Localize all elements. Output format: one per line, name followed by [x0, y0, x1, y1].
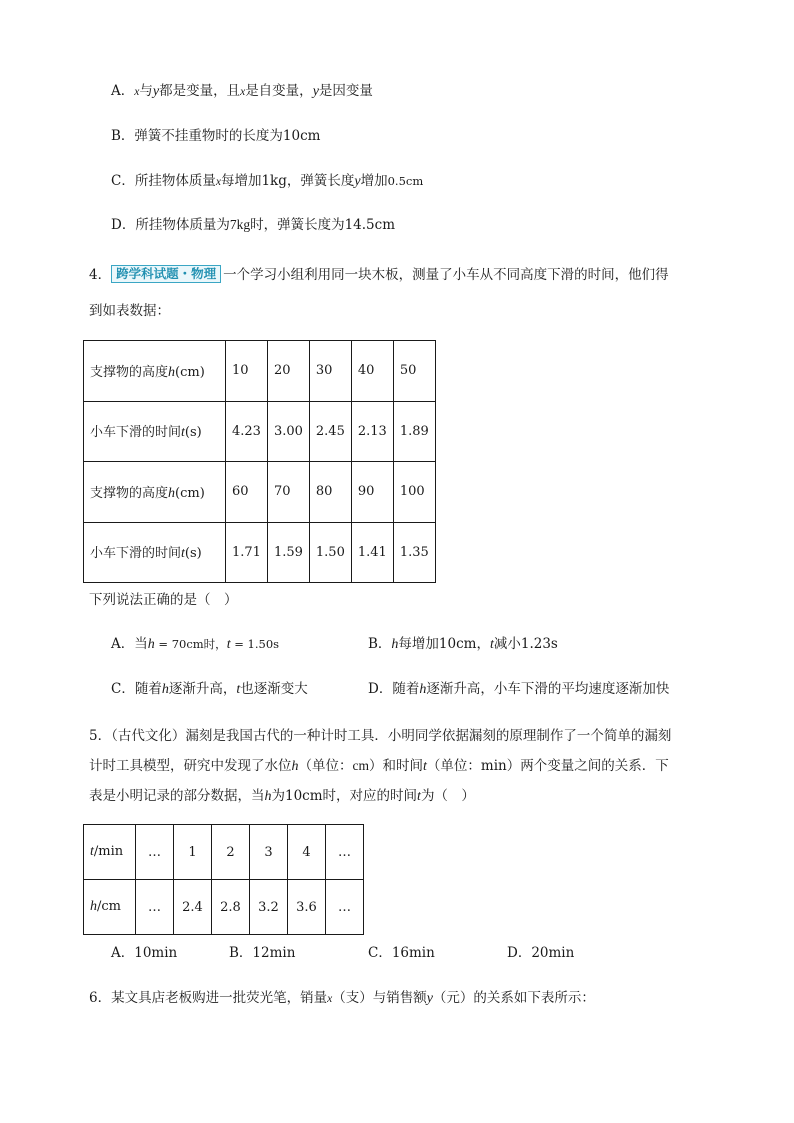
table-cell: 1.59 — [267, 522, 309, 583]
table-cell: 30 — [309, 341, 351, 402]
table-cell: 10 — [226, 341, 268, 402]
table-cell: 80 — [309, 462, 351, 523]
table-cell: 2.45 — [309, 401, 351, 462]
table-cell: 3.2 — [250, 880, 288, 935]
q5-option-a: A．10min — [111, 945, 178, 961]
q5-data-table — [83, 824, 364, 935]
table-cell: … — [136, 825, 174, 880]
table-cell: 2.8 — [212, 880, 250, 935]
q4-stem-line1: 4． 跨学科试题・物理 一个学习小组利用同一块木板，测量了小车从不同高度下滑的时间，他们得 — [89, 266, 669, 283]
table-cell: 50 — [393, 341, 435, 402]
table-row — [84, 462, 436, 523]
q5-stem-line3: 表是小明记录的部分数据，当h为10cm时，对应的时间t为（ ） — [89, 788, 475, 804]
table-cell: 3 — [250, 825, 288, 880]
table-cell: 4 — [288, 825, 326, 880]
table-cell: … — [326, 880, 364, 935]
q4-option-b: B．h每增加10cm，t减小1.23s — [368, 636, 558, 652]
q5-option-c: C．16min — [368, 945, 435, 961]
table-row — [84, 401, 436, 462]
table-cell: 2.13 — [351, 401, 393, 462]
table-row — [84, 825, 364, 880]
table-cell: 1.35 — [393, 522, 435, 583]
table-cell: 1.89 — [393, 401, 435, 462]
table-cell: 2 — [212, 825, 250, 880]
table-cell: 1 — [174, 825, 212, 880]
table-row — [84, 341, 436, 402]
row-label-height: 支撑物的高度h(cm) — [84, 341, 226, 402]
table-cell: 1.71 — [226, 522, 268, 583]
table-row — [84, 522, 436, 583]
table-cell: 1.50 — [309, 522, 351, 583]
table-cell: 40 — [351, 341, 393, 402]
row-label-time: 小车下滑的时间t(s) — [84, 401, 226, 462]
table-cell: 4.23 — [226, 401, 268, 462]
q5-stem-line1: 5．（古代文化）漏刻是我国古代的一种计时工具．小明同学依据漏刻的原理制作了一个简单的漏刻 — [89, 728, 672, 744]
q3-option-d: D．所挂物体质量为7kg时，弹簧长度为14.5cm — [111, 217, 395, 233]
q4-option-c: C．随着h逐渐升高，t也逐渐变大 — [111, 681, 308, 697]
cross-subject-tag: 跨学科试题・物理 — [111, 265, 221, 283]
q4-stem-line2: 到如表数据： — [89, 303, 170, 319]
table-cell: … — [136, 880, 174, 935]
table-cell: 2.4 — [174, 880, 212, 935]
table-cell: 3.6 — [288, 880, 326, 935]
q5-stem-line2: 计时工具模型，研究中发现了水位h（单位：cm）和时间t（单位：min）两个变量之间的关系．下 — [89, 758, 669, 774]
table-cell: 1.41 — [351, 522, 393, 583]
q3-option-c: C．所挂物体质量x每增加1kg，弹簧长度y增加0.5cm — [111, 173, 424, 189]
q3-option-b: B．弹簧不挂重物时的长度为10cm — [111, 128, 321, 144]
q5-option-b: B．12min — [229, 945, 296, 961]
row-label-time: 小车下滑的时间t(s) — [84, 522, 226, 583]
q4-data-table — [83, 340, 436, 583]
q4-option-d: D．随着h逐渐升高，小车下滑的平均速度逐渐加快 — [368, 681, 670, 697]
table-cell: 3.00 — [267, 401, 309, 462]
table-cell: 70 — [267, 462, 309, 523]
table-cell: 20 — [267, 341, 309, 402]
row-label-h: h/cm — [84, 880, 136, 935]
table-cell: 90 — [351, 462, 393, 523]
q3-option-a: A．x与y都是变量，且x是自变量，y是因变量 — [111, 83, 373, 99]
table-cell: 100 — [393, 462, 435, 523]
table-cell: … — [326, 825, 364, 880]
q4-question: 下列说法正确的是（ ） — [89, 592, 238, 608]
q6-stem: 6．某文具店老板购进一批荧光笔，销量x（支）与销售额y（元）的关系如下表所示： — [89, 990, 595, 1006]
table-row — [84, 880, 364, 935]
q5-option-d: D．20min — [507, 945, 575, 961]
table-cell: 60 — [226, 462, 268, 523]
row-label-height: 支撑物的高度h(cm) — [84, 462, 226, 523]
row-label-t: t/min — [84, 825, 136, 880]
q4-option-a: A．当h = 70cm时，t = 1.50s — [111, 636, 280, 652]
